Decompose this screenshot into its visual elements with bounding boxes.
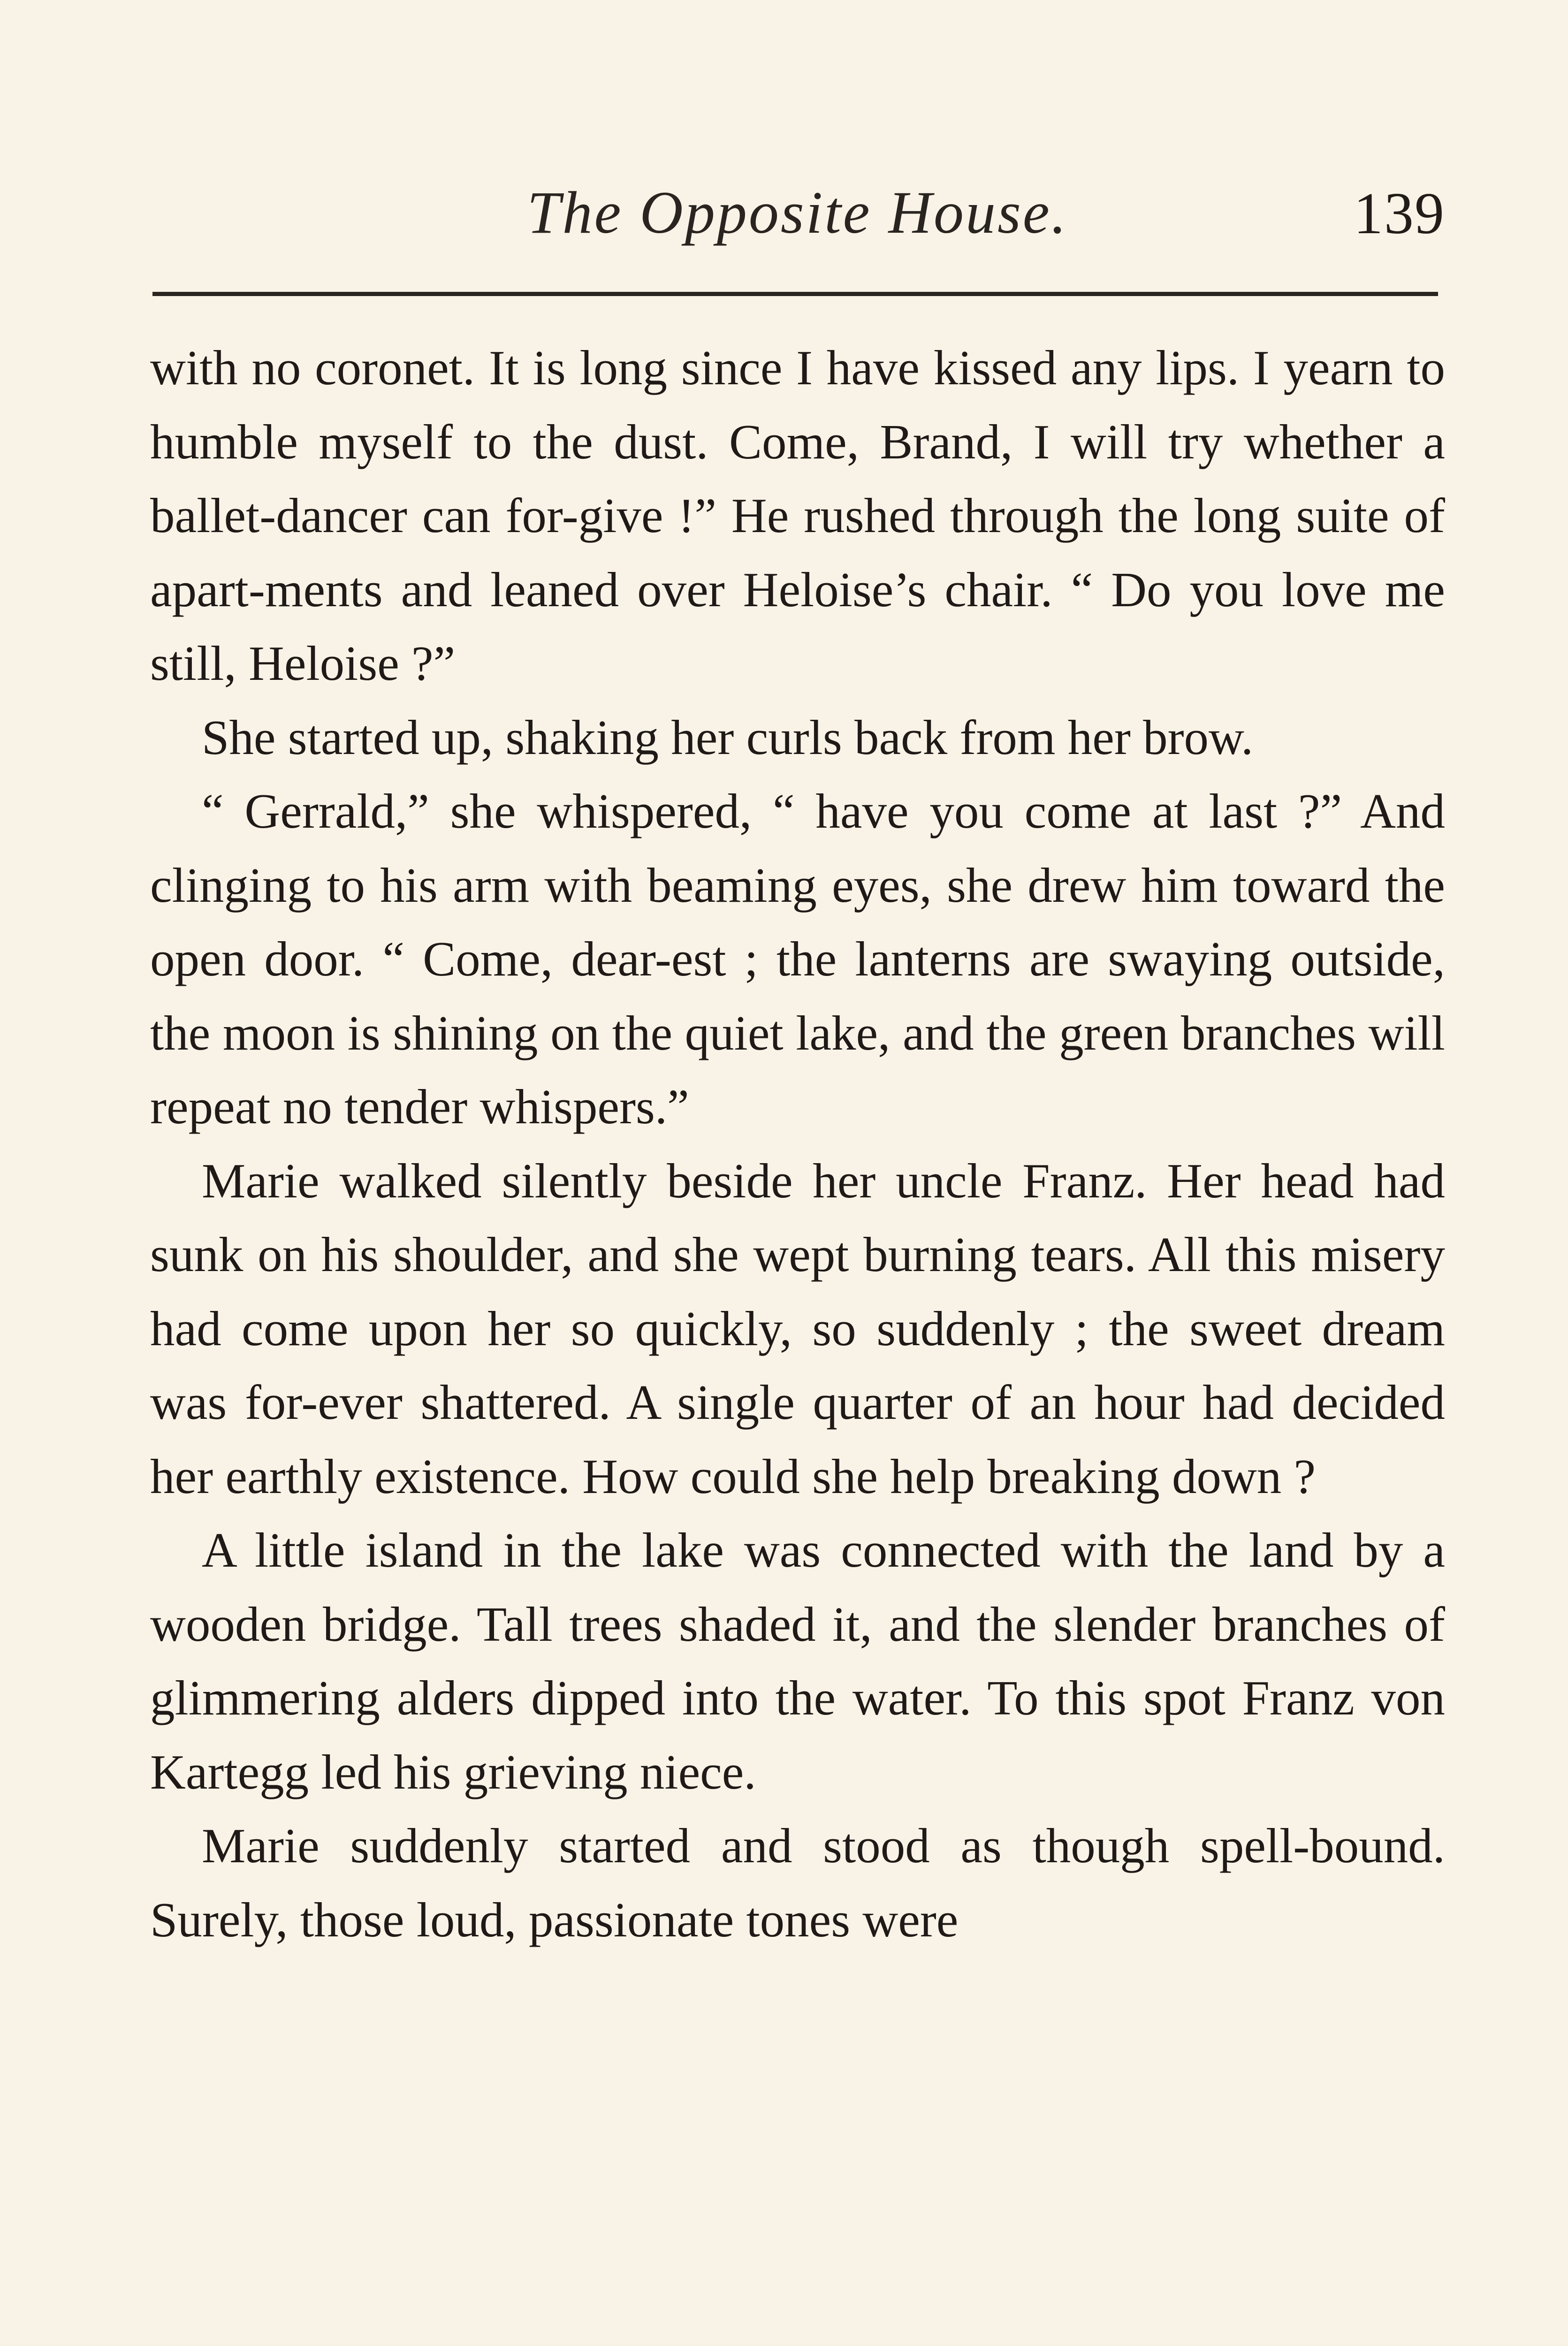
page-number: 139 — [1354, 181, 1445, 246]
paragraph: Marie walked silently beside her uncle Franz. Her head had sunk on his shoulder, and she wept burning tears. All this misery had come upon her so quickly, so suddenly ; the sweet dream was for-ever shattered. A single quarter of an hour had decided her earthly existence. How could she help breaking down ? — [150, 1153, 1445, 1504]
paragraph: with no coronet. It is long since I have kissed any lips. I yearn to humble myself to the dust. Come, Brand, I will try whether a ballet-dancer can for-give !” He rushed through the long suite of apart-ments and leaned over Heloise’s chair. “ Do you love me still, Heloise ?” — [150, 340, 1445, 691]
body-text — [150, 331, 1445, 1957]
paragraph: She started up, shaking her curls back from her brow. — [202, 709, 1254, 765]
running-title: The Opposite House. — [527, 179, 1068, 246]
running-head — [150, 178, 1445, 258]
paragraph: A little island in the lake was connected with the land by a wooden bridge. Tall trees shaded it, and the slender branches of glimmering alders dipped into the water. To this spot Franz von Kartegg led his grieving niece. — [150, 1523, 1445, 1799]
header-rule — [152, 292, 1438, 296]
paragraph: Marie suddenly started and stood as though spell-bound. Surely, those loud, passionate tones were — [150, 1818, 1445, 1947]
paragraph: “ Gerrald,” she whispered, “ have you come at last ?” And clinging to his arm with beaming eyes, she drew him toward the open door. “ Come, dear-est ; the lanterns are swaying outside, the moon is shining on the quiet lake, and the green branches will repeat no tender whispers.” — [150, 784, 1445, 1134]
